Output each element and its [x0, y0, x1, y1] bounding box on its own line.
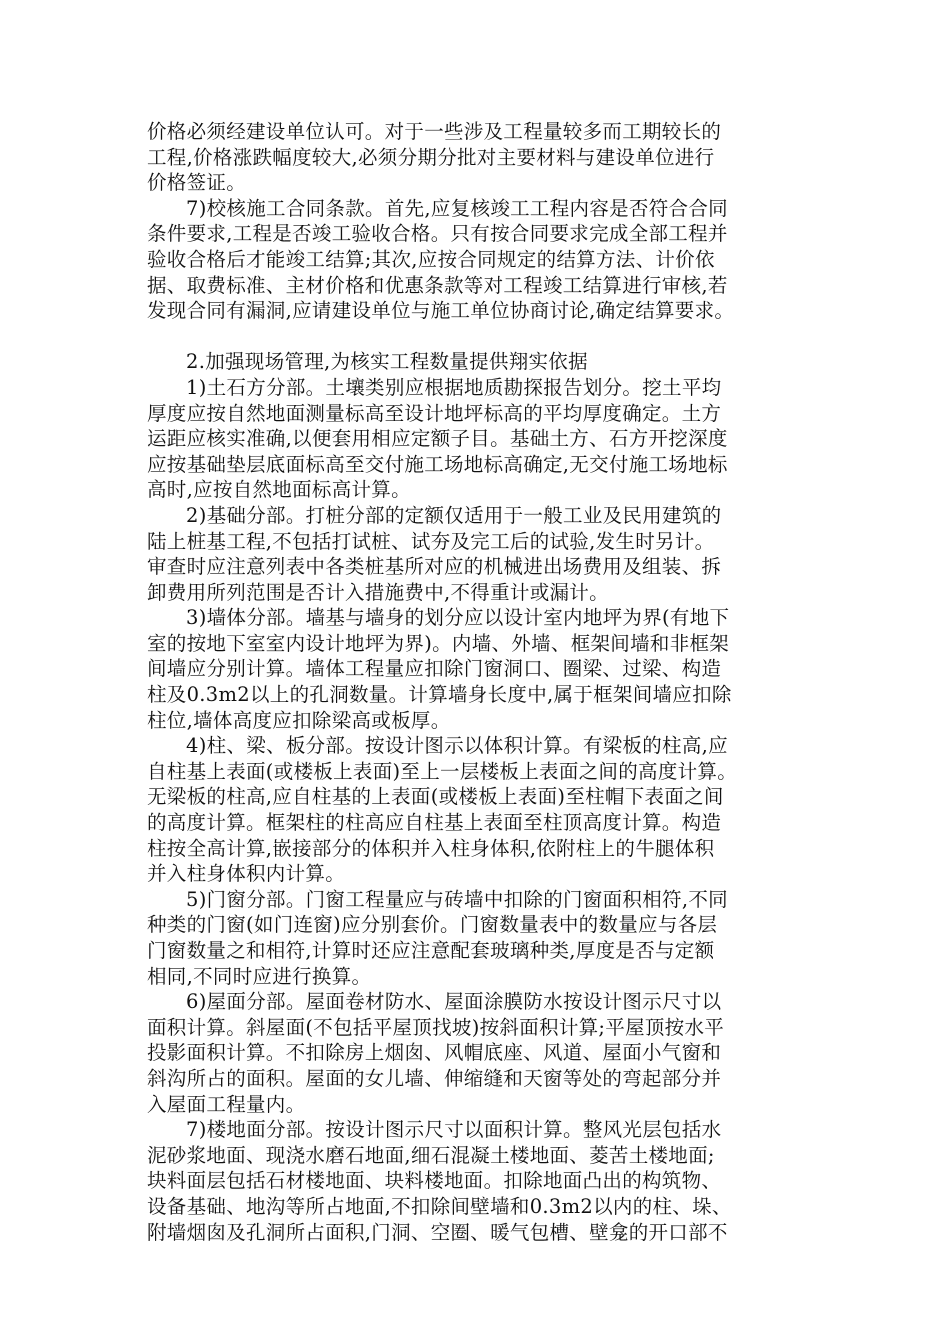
text-line: 4)柱、梁、板分部。按设计图示以体积计算。有梁板的柱高,应: [186, 734, 728, 758]
text-line: 条件要求,工程是否竣工验收合格。只有按合同要求完成全部工程并: [147, 222, 728, 246]
text-line: 块料面层包括石材楼地面、块料楼地面。扣除地面凸出的构筑物、: [147, 1169, 722, 1193]
paragraph-gap: [147, 324, 807, 350]
text-line: 斜沟所占的面积。屋面的女儿墙、伸缩缝和天窗等处的弯起部分并: [147, 1066, 722, 1090]
text-line: 2)基础分部。打桩分部的定额仅适用于一般工业及民用建筑的: [186, 503, 722, 527]
text-line: 价格必须经建设单位认可。对于一些涉及工程量较多而工期较长的: [147, 120, 722, 143]
text-line: 柱按全高计算,嵌接部分的体积并入柱身体积,依附柱上的牛腿体积: [147, 836, 715, 860]
text-line: 卸费用所列范围是否计入措施费中,不得重计或漏计。: [147, 580, 609, 604]
text-line: 7)校核施工合同条款。首先,应复核竣工工程内容是否符合合同: [186, 196, 728, 220]
text-line: 相同,不同时应进行换算。: [147, 964, 372, 988]
text-line: 投影面积计算。不扣除房上烟囱、风帽底座、风道、屋面小气窗和: [147, 1041, 722, 1065]
document-page: [147, 119, 807, 1245]
text-line: 据、取费标准、主材价格和优惠条款等对工程竣工结算进行审核,若: [147, 273, 728, 297]
text-line: 面积计算。斜屋面(不包括平屋顶找坡)按斜面积计算;平屋顶按水平: [147, 1015, 725, 1039]
text-line: 入屋面工程量内。: [147, 1092, 306, 1116]
text-line: 自柱基上表面(或楼板上表面)至上一层楼板上表面之间的高度计算。: [147, 759, 738, 783]
text-line: 泥砂浆地面、现浇水磨石地面,细石混凝土楼地面、菱苦土楼地面;: [147, 1143, 715, 1167]
text-line: 价格签证。: [147, 171, 247, 195]
text-line: 2.加强现场管理,为核实工程数量提供翔实依据: [186, 350, 588, 374]
text-line: 柱位,墙体高度应扣除梁高或板厚。: [147, 708, 451, 732]
text-line: 无梁板的柱高,应自柱基的上表面(或楼板上表面)至柱帽下表面之间: [147, 785, 724, 809]
text-line: 设备基础、地沟等所占地面,不扣除间壁墙和0.3m2以内的柱、垛、: [147, 1194, 732, 1218]
text-line: 间墙应分别计算。墙体工程量应扣除门窗洞口、圈梁、过梁、构造: [147, 657, 722, 681]
text-line: 附墙烟囱及孔洞所占面积,门洞、空圈、暖气包槽、壁龛的开口部不: [147, 1220, 728, 1244]
text-line: 审查时应注意列表中各类桩基所对应的机械进出场费用及组装、拆: [147, 555, 722, 579]
text-line: 5)门窗分部。门窗工程量应与砖墙中扣除的门窗面积相符,不同: [186, 887, 728, 911]
text-line: 3)墙体分部。墙基与墙身的划分应以设计室内地坪为界(有地下: [186, 606, 730, 630]
text-line: 6)屋面分部。屋面卷材防水、屋面涂膜防水按设计图示尺寸以: [186, 990, 722, 1014]
text-line: 种类的门窗(如门连窗)应分别套价。门窗数量表中的数量应与各层: [147, 913, 718, 937]
text-line: 的高度计算。框架柱的柱高应自柱基上表面至柱顶高度计算。构造: [147, 811, 722, 835]
text-line: 并入柱身体积内计算。: [147, 862, 346, 886]
text-line: 验收合格后才能竣工结算;其次,应按合同规定的结算方法、计价依: [147, 247, 715, 271]
text-line: 高时,应按自然地面标高计算。: [147, 478, 411, 502]
text-line: 厚度应按自然地面测量标高至设计地坪标高的平均厚度确定。土方: [147, 401, 722, 425]
text-line: 运距应核实准确,以便套用相应定额子目。基础土方、石方开挖深度: [147, 427, 728, 451]
text-line: 工程,价格涨跌幅度较大,必须分期分批对主要材料与建设单位进行: [147, 145, 715, 169]
text-line: 门窗数量之和相符,计算时还应注意配套玻璃种类,厚度是否与定额: [147, 939, 715, 962]
text-line: 发现合同有漏洞,应请建设单位与施工单位协商讨论,确定结算要求。: [147, 299, 735, 323]
text-line: 应按基础垫层底面标高至交付施工场地标高确定,无交付施工场地标: [147, 452, 728, 476]
text-line: 室的按地下室室内设计地坪为界)。内墙、外墙、框架间墙和非框架: [147, 631, 730, 655]
text-line: 7)楼地面分部。按设计图示尺寸以面积计算。整风光层包括水: [186, 1118, 722, 1142]
text-line: 柱及0.3m2以上的孔洞数量。计算墙身长度中,属于框架间墙应扣除: [147, 683, 732, 707]
text-line: 陆上桩基工程,不包括打试桩、试夯及完工后的试验,发生时另计。: [147, 529, 715, 553]
text-line: 1)土石方分部。土壤类别应根据地质勘探报告划分。挖土平均: [186, 375, 722, 399]
